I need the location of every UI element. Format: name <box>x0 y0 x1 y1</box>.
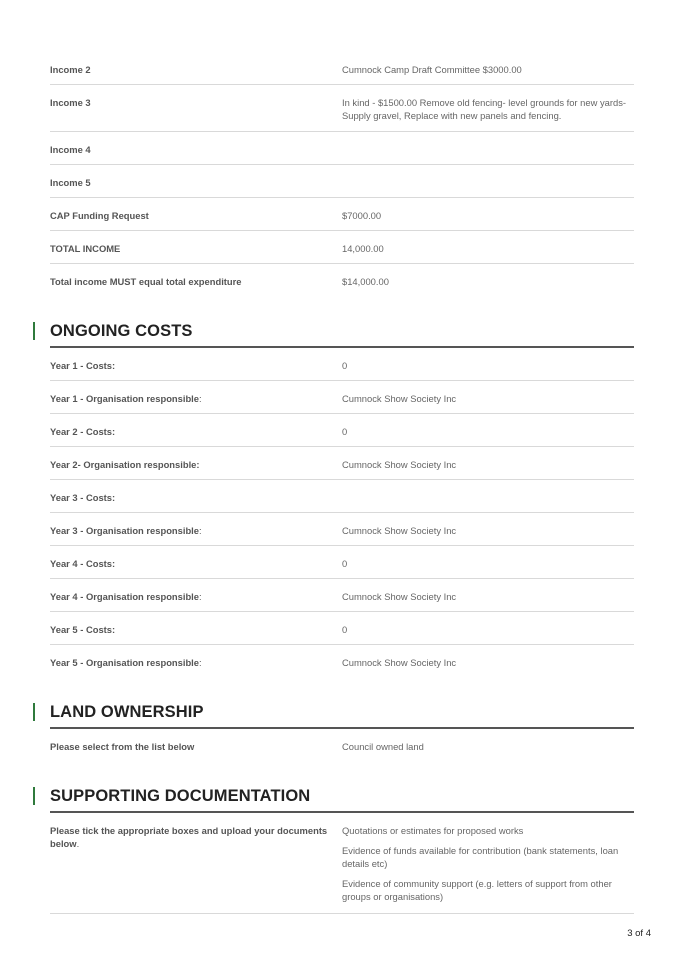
table-row <box>50 52 634 85</box>
row-value <box>342 165 634 197</box>
form-content <box>50 52 634 914</box>
table-row <box>50 165 634 198</box>
row-label: Year 3 - Costs: <box>50 492 116 503</box>
row-label-text: Year 2- Organisation responsible <box>50 459 197 470</box>
row-value: $14,000.00 <box>342 276 389 287</box>
section-title: SUPPORTING DOCUMENTATION <box>50 780 634 813</box>
row-label-text: Year 5 - Organisation responsible <box>50 657 200 668</box>
row-label: Please select from the list below <box>50 741 195 752</box>
row-value: Cumnock Show Society Inc <box>342 591 457 602</box>
row-label-suffix: : <box>199 657 202 668</box>
row-label-text: Year 3 - Organisation responsible <box>50 525 200 536</box>
ongoing-costs-table <box>50 348 634 678</box>
row-label: Total income MUST equal total expenditure <box>50 276 242 287</box>
list-item: Evidence of funds available for contribution (bank statements, loan details etc) <box>342 845 619 869</box>
row-value <box>342 132 634 164</box>
row-value: Cumnock Show Society Inc <box>342 525 457 536</box>
row-value: 14,000.00 <box>342 243 384 254</box>
section-accent-bar <box>33 322 35 340</box>
row-label: Income 2 <box>50 64 91 75</box>
row-label-suffix: : <box>199 591 202 602</box>
row-label-text: Please tick the appropriate boxes and upload your documents below <box>50 825 328 849</box>
row-label: Income 4 <box>50 144 91 155</box>
row-value: In kind - $1500.00 Remove old fencing- level grounds for new yards- Supply gravel, Replace with new panels and fencing. <box>342 97 627 121</box>
row-value: Council owned land <box>342 741 424 752</box>
table-row <box>50 264 634 297</box>
document-list <box>342 813 634 913</box>
row-label: Year 2 - Costs: <box>50 426 116 437</box>
row-label <box>50 381 342 413</box>
table-row <box>50 645 634 678</box>
row-value: Cumnock Show Society Inc <box>342 393 457 404</box>
ongoing-costs-section <box>50 315 634 348</box>
table-row <box>50 813 634 914</box>
table-row <box>50 231 634 264</box>
list-item: Quotations or estimates for proposed works <box>342 825 524 836</box>
row-value: 0 <box>342 360 348 371</box>
row-label <box>50 447 342 479</box>
land-ownership-section <box>50 696 634 729</box>
table-row <box>50 381 634 414</box>
table-row <box>50 348 634 381</box>
row-label-suffix: : <box>199 393 202 404</box>
row-value: 0 <box>342 624 348 635</box>
row-label-suffix: : <box>196 459 200 470</box>
table-row <box>50 729 634 762</box>
row-label: TOTAL INCOME <box>50 243 121 254</box>
table-row <box>50 414 634 447</box>
section-accent-bar <box>33 787 35 805</box>
section-title: ONGOING COSTS <box>50 315 634 348</box>
income-table <box>50 52 634 297</box>
table-row <box>50 132 634 165</box>
row-label: Income 3 <box>50 97 91 108</box>
table-row <box>50 198 634 231</box>
row-label <box>50 579 342 611</box>
table-row <box>50 612 634 645</box>
row-value: Cumnock Show Society Inc <box>342 657 457 668</box>
table-row <box>50 85 634 132</box>
section-accent-bar <box>33 703 35 721</box>
row-label-text: Year 1 - Organisation responsible <box>50 393 200 404</box>
row-value <box>342 480 634 512</box>
table-row <box>50 579 634 612</box>
row-value: 0 <box>342 558 348 569</box>
row-label <box>50 645 342 678</box>
row-label-suffix: : <box>199 525 202 536</box>
row-value: Cumnock Camp Draft Committee $3000.00 <box>342 64 522 75</box>
row-label: CAP Funding Request <box>50 210 149 221</box>
row-label-text: Year 4 - Organisation responsible <box>50 591 200 602</box>
row-label: Year 1 - Costs: <box>50 360 116 371</box>
page-number: 3 of 4 <box>627 928 651 939</box>
supporting-documentation-section <box>50 780 634 813</box>
row-label: Income 5 <box>50 177 91 188</box>
section-title: LAND OWNERSHIP <box>50 696 634 729</box>
list-item: Evidence of community support (e.g. letters of support from other groups or organisations) <box>342 878 612 902</box>
table-row <box>50 546 634 579</box>
row-value: Cumnock Show Society Inc <box>342 459 457 470</box>
row-label: Year 5 - Costs: <box>50 624 116 635</box>
row-value: $7000.00 <box>342 210 382 221</box>
table-row <box>50 447 634 480</box>
row-label: Year 4 - Costs: <box>50 558 116 569</box>
row-label <box>50 513 342 545</box>
table-row <box>50 480 634 513</box>
row-label-suffix: . <box>76 838 80 849</box>
row-label <box>50 813 342 913</box>
row-value: 0 <box>342 426 348 437</box>
table-row <box>50 513 634 546</box>
